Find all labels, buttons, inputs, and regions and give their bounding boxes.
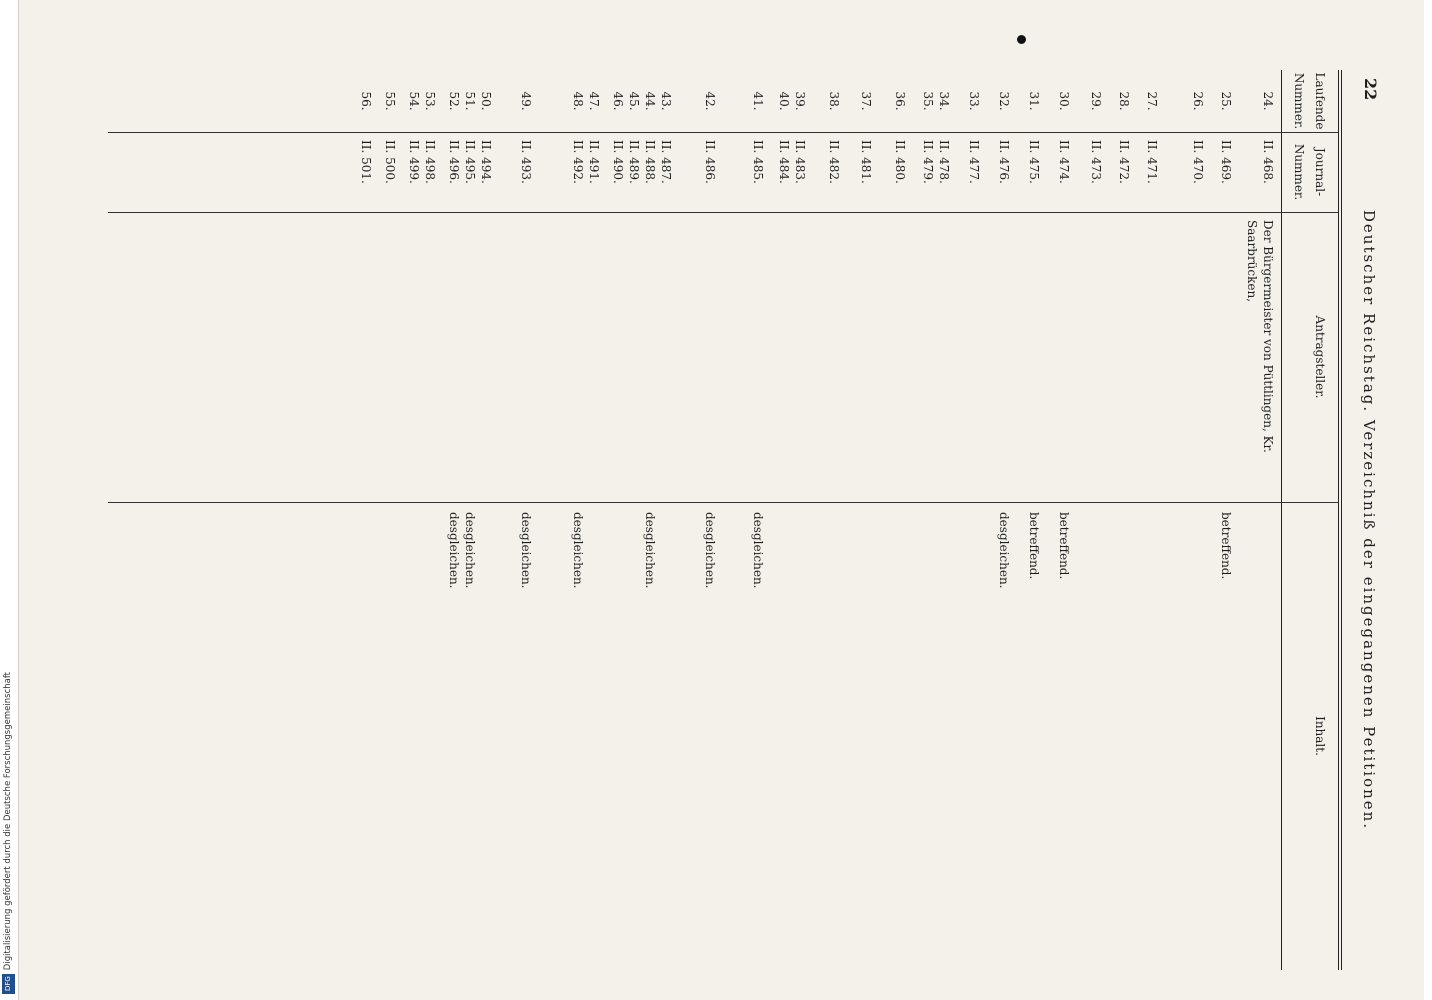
- inhalt-cell: desgleichen.: [519, 512, 533, 589]
- antragsteller-cell: [658, 212, 674, 502]
- inhalt-cell: betreffend.: [1027, 512, 1041, 580]
- inhalt-cell: [1234, 502, 1276, 970]
- table-row: [642, 70, 658, 970]
- journal-nummer-cell: II. 481.: [859, 140, 873, 184]
- antragsteller-cell: Der Bürgermeister von Püttlingen, Kr. Saarbrücken,: [1245, 220, 1275, 453]
- antragsteller-cell: [602, 212, 626, 502]
- laufende-nummer-cell: 55.: [383, 91, 397, 111]
- journal-nummer-cell: II. 494.: [479, 140, 493, 184]
- journal-nummer-cell: II. 485.: [751, 140, 765, 184]
- inhalt-cell: [766, 502, 792, 970]
- laufende-nummer-cell: 52.: [447, 91, 461, 111]
- journal-nummer-cell: II. 490.: [611, 140, 625, 184]
- journal-nummer-cell: II. 486.: [703, 140, 717, 184]
- journal-nummer-cell: II. 495.: [463, 140, 477, 184]
- laufende-nummer-cell: 36.: [893, 91, 907, 111]
- laufende-nummer-cell: 27.: [1145, 91, 1159, 111]
- journal-nummer-cell: II. 484.: [777, 140, 791, 184]
- journal-nummer-cell: II. 489.: [627, 140, 641, 184]
- laufende-nummer-cell: 51.: [463, 91, 477, 111]
- laufende-nummer-cell: 49.: [519, 91, 533, 111]
- antragsteller-cell: [586, 212, 602, 502]
- inhalt-cell: [808, 502, 842, 970]
- laufende-nummer-cell: 50.: [479, 91, 493, 111]
- antragsteller-cell: [792, 212, 808, 502]
- antragsteller-cell: [438, 212, 462, 502]
- journal-nummer-cell: II. 479.: [921, 140, 935, 184]
- laufende-nummer-cell: 47.: [587, 91, 601, 111]
- table-row: [718, 70, 766, 970]
- journal-nummer-cell: II. 470.: [1191, 140, 1205, 184]
- inhalt-cell: [626, 502, 642, 970]
- header-rule-thin: [1338, 70, 1339, 970]
- column-header-rule: [1281, 70, 1282, 970]
- table-row: [982, 70, 1012, 970]
- table-row: [462, 70, 478, 970]
- journal-nummer-cell: II. 483.: [793, 140, 807, 184]
- antragsteller-cell: [874, 212, 908, 502]
- inhalt-cell: [1072, 502, 1104, 970]
- journal-nummer-cell: II. 501.: [359, 140, 373, 184]
- inhalt-cell: desgleichen.: [997, 512, 1011, 589]
- journal-nummer-cell: II. 471.: [1145, 140, 1159, 184]
- journal-nummer-cell: II. 499.: [407, 140, 421, 184]
- inhalt-cell: desgleichen.: [703, 512, 717, 589]
- antragsteller-cell: [1072, 212, 1104, 502]
- laufende-nummer-cell: 43.: [659, 91, 673, 111]
- inhalt-cell: [344, 502, 374, 970]
- table-row: [1132, 70, 1160, 970]
- laufende-nummer-cell: 35.: [921, 91, 935, 111]
- inhalt-cell: [658, 502, 674, 970]
- column-header-laufende-nummer: Laufende Nummer.: [1292, 72, 1327, 130]
- antragsteller-cell: [1160, 212, 1206, 502]
- journal-nummer-cell: II. 496.: [447, 140, 461, 184]
- inhalt-cell: [374, 502, 398, 970]
- antragsteller-cell: [626, 212, 642, 502]
- digitization-credit: Digitalisierung gefördert durch die Deutsche Forschungsgemeinschaft: [3, 671, 13, 970]
- laufende-nummer-cell: 45.: [627, 91, 641, 111]
- inhalt-cell: desgleichen.: [447, 512, 461, 589]
- column-header-journal-nummer: Journal-Nummer.: [1292, 143, 1327, 201]
- journal-nummer-cell: II. 473.: [1089, 140, 1103, 184]
- antragsteller-cell: [534, 212, 586, 502]
- inhalt-cell: [1160, 502, 1206, 970]
- antragsteller-cell: [1104, 212, 1132, 502]
- laufende-nummer-cell: 29.: [1089, 91, 1103, 111]
- antragsteller-cell: [766, 212, 792, 502]
- laufende-nummer-cell: 56.: [359, 91, 373, 111]
- column-header-inhalt: Inhalt.: [1313, 716, 1327, 756]
- journal-nummer-cell: II. 491.: [587, 140, 601, 184]
- table-row: [494, 70, 534, 970]
- antragsteller-cell: [374, 212, 398, 502]
- table-row: [586, 70, 602, 970]
- inhalt-cell: [842, 502, 874, 970]
- laufende-nummer-cell: 37.: [859, 91, 873, 111]
- table-row: [874, 70, 908, 970]
- journal-nummer-cell: II. 472.: [1117, 140, 1131, 184]
- table-row: [658, 70, 674, 970]
- inhalt-cell: [1104, 502, 1132, 970]
- journal-nummer-cell: II. 482.: [827, 140, 841, 184]
- antragsteller-cell: [422, 212, 438, 502]
- journal-nummer-cell: II. 474.: [1057, 140, 1071, 184]
- ink-spot: [1017, 35, 1026, 44]
- journal-nummer-cell: II. 478.: [937, 140, 951, 184]
- inhalt-cell: desgleichen.: [751, 512, 765, 589]
- antragsteller-cell: [674, 212, 718, 502]
- journal-nummer-cell: II. 480.: [893, 140, 907, 184]
- laufende-nummer-cell: 41.: [751, 91, 765, 111]
- scan-margin-right: [1424, 0, 1432, 1000]
- table-row: [936, 70, 952, 970]
- antragsteller-cell: [1206, 212, 1234, 502]
- journal-nummer-cell: II. 475.: [1027, 140, 1041, 184]
- table-row: [1012, 70, 1042, 970]
- laufende-nummer-cell: 32.: [997, 91, 1011, 111]
- table-row: [808, 70, 842, 970]
- antragsteller-cell: [952, 212, 982, 502]
- journal-nummer-cell: II. 469.: [1219, 140, 1233, 184]
- journal-nummer-cell: II. 477.: [967, 140, 981, 184]
- table-row: [792, 70, 808, 970]
- table-row: [344, 70, 374, 970]
- laufende-nummer-cell: 30.: [1057, 91, 1071, 111]
- inhalt-cell: desgleichen.: [571, 512, 585, 589]
- petition-table: [344, 70, 1276, 970]
- antragsteller-cell: [936, 212, 952, 502]
- laufende-nummer-cell: 34.: [937, 91, 951, 111]
- journal-nummer-cell: II. 488.: [643, 140, 657, 184]
- laufende-nummer-cell: 33.: [967, 91, 981, 111]
- inhalt-cell: [586, 502, 602, 970]
- laufende-nummer-cell: 26.: [1191, 91, 1205, 111]
- laufende-nummer-cell: 31.: [1027, 91, 1041, 111]
- table-row: [398, 70, 422, 970]
- table-row: [952, 70, 982, 970]
- inhalt-cell: [398, 502, 422, 970]
- inhalt-cell: betreffend.: [1057, 512, 1071, 580]
- laufende-nummer-cell: 24.: [1261, 91, 1275, 111]
- antragsteller-cell: [1012, 212, 1042, 502]
- table-row: [438, 70, 462, 970]
- antragsteller-cell: [494, 212, 534, 502]
- antragsteller-cell: [1132, 212, 1160, 502]
- inhalt-cell: betreffend.: [1219, 512, 1233, 580]
- antragsteller-cell: [642, 212, 658, 502]
- rotated-document-page: [105, 70, 1380, 970]
- antragsteller-cell: [344, 212, 374, 502]
- journal-nummer-cell: II. 498.: [423, 140, 437, 184]
- table-row: [842, 70, 874, 970]
- inhalt-cell: [478, 502, 494, 970]
- table-row: [1160, 70, 1206, 970]
- table-row: [626, 70, 642, 970]
- table-row: [1072, 70, 1104, 970]
- page-header: [1352, 70, 1380, 970]
- table-row: [1206, 70, 1234, 970]
- column-header-antragsteller: Antragsteller.: [1313, 315, 1327, 399]
- inhalt-cell: [952, 502, 982, 970]
- table-row: [534, 70, 586, 970]
- table-row: [1042, 70, 1072, 970]
- journal-nummer-cell: II. 476.: [997, 140, 1011, 184]
- laufende-nummer-cell: 48.: [571, 91, 585, 111]
- laufende-nummer-cell: 44.: [643, 91, 657, 111]
- laufende-nummer-cell: 46.: [611, 91, 625, 111]
- antragsteller-cell: [808, 212, 842, 502]
- inhalt-cell: desgleichen.: [643, 512, 657, 589]
- inhalt-cell: [908, 502, 936, 970]
- inhalt-cell: desgleichen.: [463, 512, 477, 589]
- table-row: [1104, 70, 1132, 970]
- antragsteller-cell: [398, 212, 422, 502]
- table-row: [478, 70, 494, 970]
- inhalt-cell: [792, 502, 808, 970]
- journal-nummer-cell: II. 493.: [519, 140, 533, 184]
- inhalt-cell: [874, 502, 908, 970]
- table-row: [908, 70, 936, 970]
- laufende-nummer-cell: 42.: [703, 91, 717, 111]
- antragsteller-cell: [462, 212, 478, 502]
- inhalt-cell: [1132, 502, 1160, 970]
- laufende-nummer-cell: 54.: [407, 91, 421, 111]
- inhalt-cell: [602, 502, 626, 970]
- table-row: [374, 70, 398, 970]
- laufende-nummer-cell: 38.: [827, 91, 841, 111]
- table-row: [422, 70, 438, 970]
- journal-nummer-cell: II. 500.: [383, 140, 397, 184]
- laufende-nummer-cell: 39.: [793, 91, 807, 111]
- header-rule: [1341, 70, 1342, 970]
- antragsteller-cell: [842, 212, 874, 502]
- antragsteller-cell: [908, 212, 936, 502]
- page-number: 22: [1361, 78, 1380, 101]
- journal-nummer-cell: II. 487.: [659, 140, 673, 184]
- table-row: [766, 70, 792, 970]
- antragsteller-cell: [478, 212, 494, 502]
- inhalt-cell: [936, 502, 952, 970]
- laufende-nummer-cell: 25.: [1219, 91, 1233, 111]
- antragsteller-cell: [718, 212, 766, 502]
- laufende-nummer-cell: 53.: [423, 91, 437, 111]
- dfg-logo: DFG: [2, 974, 15, 994]
- inhalt-cell: [422, 502, 438, 970]
- laufende-nummer-cell: 28.: [1117, 91, 1131, 111]
- table-row: [602, 70, 626, 970]
- table-row: [674, 70, 718, 970]
- table-row: [1234, 70, 1276, 970]
- laufende-nummer-cell: 40.: [777, 91, 791, 111]
- journal-nummer-cell: II. 492.: [571, 140, 585, 184]
- antragsteller-cell: [1042, 212, 1072, 502]
- antragsteller-cell: [982, 212, 1012, 502]
- journal-nummer-cell: II. 468.: [1261, 140, 1275, 184]
- page-title: Deutscher Reichstag. Verzeichniß der eingegangenen Petitionen.: [1360, 209, 1378, 831]
